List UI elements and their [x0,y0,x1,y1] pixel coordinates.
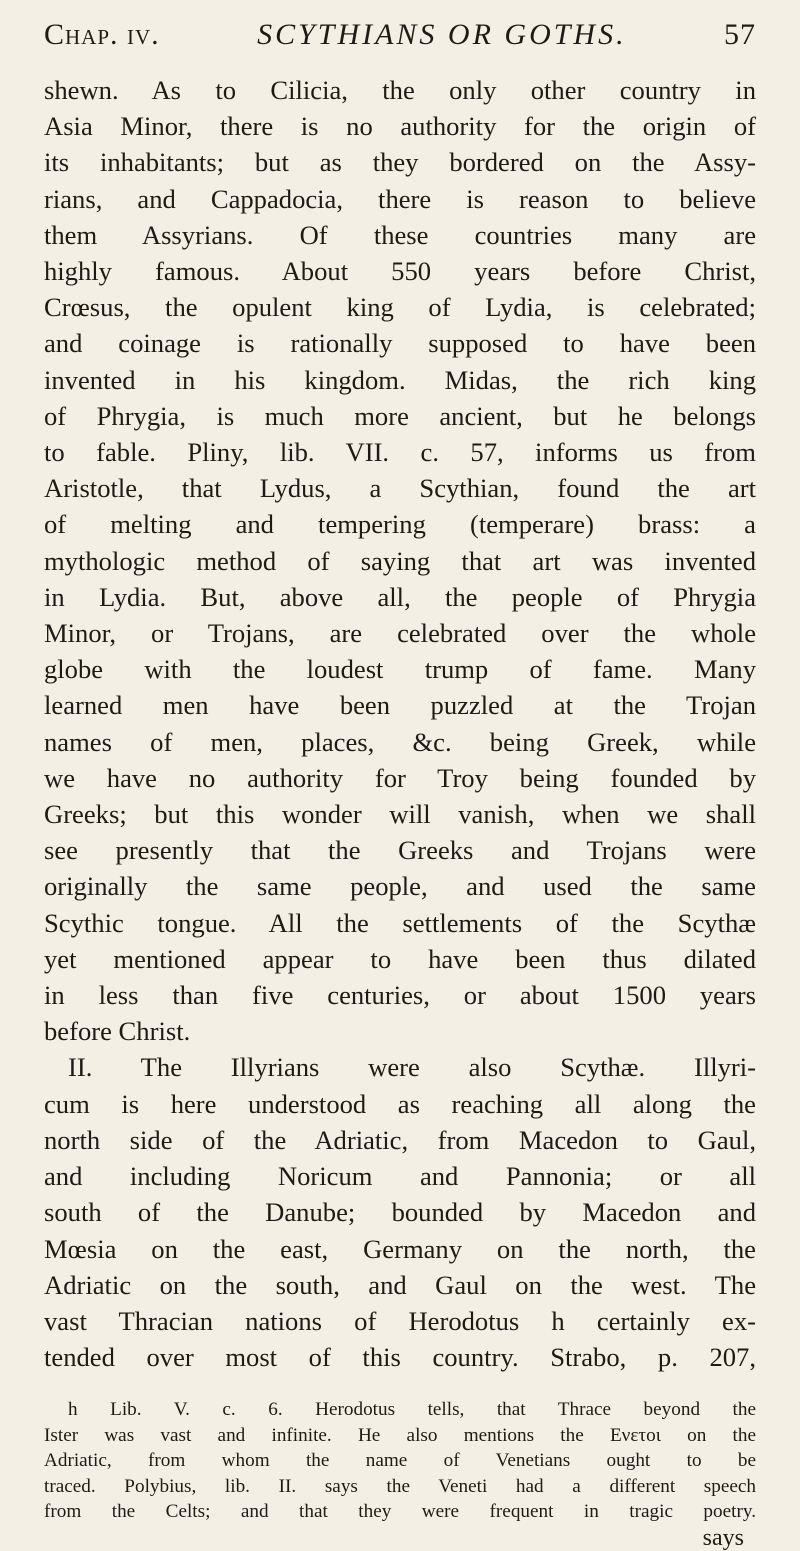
footnote [44,1397,756,1525]
footnote-line: Adriatic, from whom the name of Venetians ought to be [44,1450,756,1472]
page-number: 57 [723,18,756,51]
text-line: Mœsia on the east, Germany on the north, the [44,1233,756,1264]
text-line: to fable. Pliny, lib. VII. c. 57, informs us from [44,437,756,468]
text-line: in less than five centuries, or about 1500 years [44,980,756,1011]
text-line: Asia Minor, there is no authority for the origin of [44,111,756,142]
text-line: vast Thracian nations of Herodotus h certainly ex- [44,1305,756,1336]
page [44,18,756,1551]
text-line: II. The Illyrians were also Scythæ. Illyri- [68,1052,756,1083]
text-line: tended over most of this country. Strabo, p. 207, [44,1342,756,1373]
text-line: rians, and Cappadocia, there is reason to believe [44,183,756,214]
footnote-line: from the Celts; and that they were frequent in tragic poetry. [44,1501,756,1523]
text-line: of Phrygia, is much more ancient, but he belongs [44,400,756,431]
text-line: and coinage is rationally supposed to have been [44,328,756,359]
text-line: learned men have been puzzled at the Trojan [44,690,756,721]
text-line: cum is here understood as reaching all along the [44,1088,756,1119]
footnote-line: traced. Polybius, lib. II. says the Veneti had a different speech [44,1475,756,1497]
text-line: see presently that the Greeks and Trojans were [44,835,756,866]
text-line: mythologic method of saying that art was invented [44,545,756,576]
running-head [44,18,756,66]
page-title: SCYTHIANS OR GOTHS. [257,18,627,51]
text-line: them Assyrians. Of these countries many are [44,219,756,250]
text-line: Adriatic on the south, and Gaul on the west. The [44,1269,756,1300]
text-line: Crœsus, the opulent king of Lydia, is celebrated; [44,292,756,323]
text-line: Minor, or Trojans, are celebrated over the whole [44,618,756,649]
body-text [44,72,756,1375]
text-line: its inhabitants; but as they bordered on the Assy- [44,147,756,178]
text-line: Scythic tongue. All the settlements of the Scythæ [44,907,756,938]
catchword: says [702,1524,744,1551]
footnote-line: h Lib. V. c. 6. Herodotus tells, that Thrace beyond the [68,1399,756,1421]
text-line: we have no authority for Troy being founded by [44,762,756,793]
text-line: shewn. As to Cilicia, the only other country in [44,75,756,105]
text-line: names of men, places, &c. being Greek, while [44,726,756,757]
text-line: globe with the loudest trump of fame. Many [44,654,756,685]
text-line: and including Noricum and Pannonia; or all [44,1161,756,1192]
chapter-label: Chap. iv. [44,18,160,51]
text-line: north side of the Adriatic, from Macedon to Gaul, [44,1124,756,1155]
footnote-line: Ister was vast and infinite. He also mentions the Ενετοι on the [44,1424,756,1446]
text-line: originally the same people, and used the same [44,871,756,902]
text-line: south of the Danube; bounded by Macedon and [44,1197,756,1228]
text-line: yet mentioned appear to have been thus dilated [44,943,756,974]
text-line: of melting and tempering (temperare) brass: a [44,509,756,540]
text-line: Aristotle, that Lydus, a Scythian, found the art [44,473,756,504]
text-line: invented in his kingdom. Midas, the rich king [44,364,756,395]
text-line: before Christ. [44,1016,191,1047]
text-line: in Lydia. But, above all, the people of Phrygia [44,581,756,612]
text-line: Greeks; but this wonder will vanish, when we shall [44,799,756,830]
text-line: highly famous. About 550 years before Christ, [44,256,756,287]
